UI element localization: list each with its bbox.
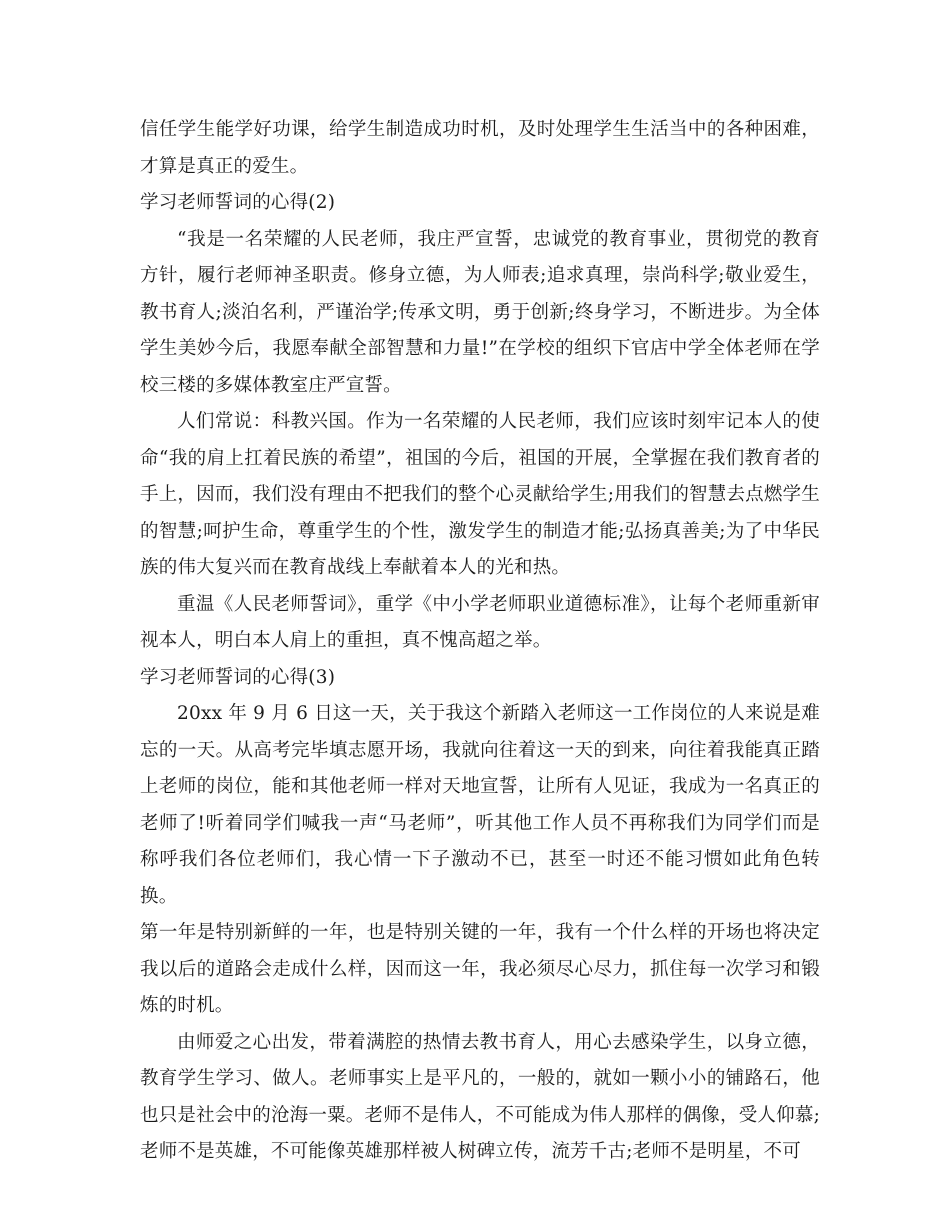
document-body	[140, 112, 820, 1171]
paragraph-teacher-love: 由师爱之心出发，带着满腔的热情去教书育人，用心去感染学生，以身立德，教育学生学习、做人。老师事实上是平凡的，一般的，就如一颗小小的铺路石，他也只是社会中的沧海一粟。老师不是伟人，不可能成为伟人那样的偶像，受人仰慕;老师不是英雄，不可能像英雄那样被人树碑立传，流芳千古;老师不是明星，不可	[140, 1031, 820, 1162]
section-heading-2: 学习老师誓词的心得(2)	[140, 192, 336, 213]
section-heading-3: 学习老师誓词的心得(3)	[140, 666, 336, 688]
paragraph-science-nation: 人们常说：科教兴国。作为一名荣耀的人民老师，我们应该时刻牢记本人的使命“我的肩上扛着民族的希望”，祖国的今后，祖国的开展，全掌握在我们教育者的手上，因而，我们没有理由不把我们的整个心灵献给学生;用我们的智慧去点燃学生的智慧;呵护生命，尊重学生的个性，激发学生的制造才能;弘扬真善美;为了中华民族的伟大复兴而在教育战线上奉献着本人的光和热。	[140, 411, 820, 578]
paragraph-oath: “我是一名荣耀的人民老师，我庄严宣誓，忠诚党的教育事业，贯彻党的教育方针，履行老师神圣职责。修身立德，为人师表;追求真理，崇尚科学;敬业爱生，教书育人;淡泊名利，严谨治学;传承文明，勇于创新;终身学习，不断进步。为全体学生美妙今后，我愿奉献全部智慧和力量!”在学校的组织下官店中学全体老师在学校三楼的多媒体教室庄严宣誓。	[140, 228, 820, 396]
paragraph-continuation: 信任学生能学好功课，给学生制造成功时机，及时处理学生生活当中的各种困难，才算是真正的爱生。	[140, 119, 820, 177]
paragraph-review-oath: 重温《人民老师誓词》，重学《中小学老师职业道德标准》，让每个老师重新审视本人，明白本人肩上的重担，真不愧高超之举。	[140, 593, 820, 651]
paragraph-first-year: 第一年是特别新鲜的一年，也是特别关键的一年，我有一个什么样的开场也将决定我以后的道路会走成什么样，因而这一年，我必须尽心尽力，抓住每一次学习和锻炼的时机。	[140, 922, 820, 1016]
paragraph-first-day: 20xx 年 9 月 6 日这一天，关于我这个新踏入老师这一工作岗位的人来说是难忘的一天。从高考完毕填志愿开场，我就向往着这一天的到来，向往着我能真正踏上老师的岗位，能和其他老师一样对天地宣誓，让所有人见证，我成为一名真正的老师了!听着同学们喊我一声“马老师”，听其他工作人员不再称我们为同学们而是称呼我们各位老师们，我心情一下子激动不已，甚至一时还不能习惯如此角色转换。	[140, 703, 820, 907]
